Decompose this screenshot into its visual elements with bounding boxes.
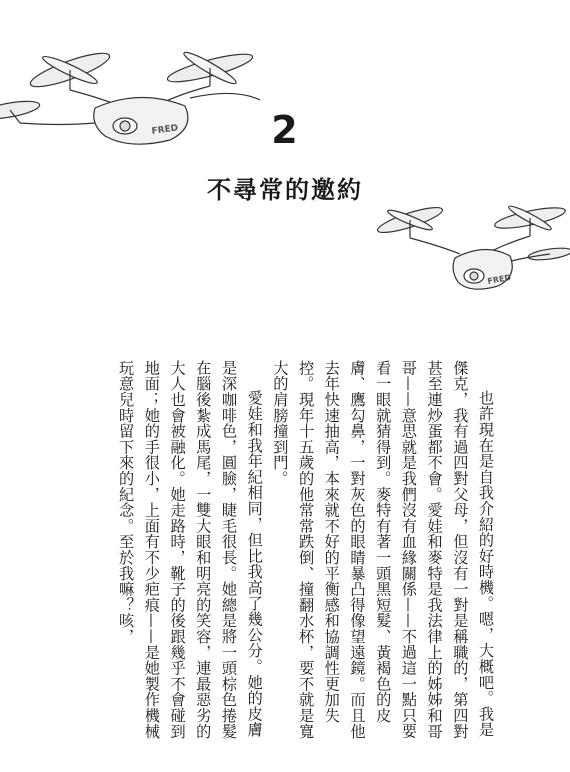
drone-label: FRED	[151, 123, 179, 137]
chapter-title: 不尋常的邀約	[207, 176, 363, 204]
rotor-icon	[376, 203, 445, 238]
drone-label: FRED	[486, 272, 512, 286]
rotor-icon	[493, 203, 566, 236]
rotor-icon	[165, 49, 254, 88]
drone-illustration	[370, 192, 570, 297]
rotor-icon	[27, 47, 112, 93]
paragraph: 也許現在是自我介紹的好時機。嗯，大概吧。我是傑克，我有過四對父母，但沒有一對是稱職的，第四對甚至連炒蛋都不會。愛娃和麥特是我法律上的姊姊和哥哥——意思就是我們沒有血緣關係——不過這一點只要看一眼就猜得到。麥特有著一頭黑短髮、黃褐色的皮膚、鷹勾鼻，一對灰色的眼睛暴凸得像望遠鏡。而且他去年快速抽高，本來就不好的平衡感和協調性更加失控。現年十五歲的他常常跌倒、撞翻水杯，要不就是寬大的肩膀撞到門。	[271, 360, 495, 740]
paragraph: 愛娃和我年紀相同，但比我高了幾公分。她的皮膚是深咖啡色，圓臉，睫毛很長。她總是將一頭棕色捲髮在腦後紮成馬尾，一雙大眼和明亮的笑容，連最惡劣的大人也會被融化。她走路時，靴子的後跟幾乎不會碰到地面；她的手很小，上面有不少疤痕——是她製作機械玩意兒時留下來的紀念。至於我嘛？咳，	[117, 360, 264, 740]
chapter-body	[78, 360, 498, 745]
chapter-number: 2	[271, 108, 299, 152]
